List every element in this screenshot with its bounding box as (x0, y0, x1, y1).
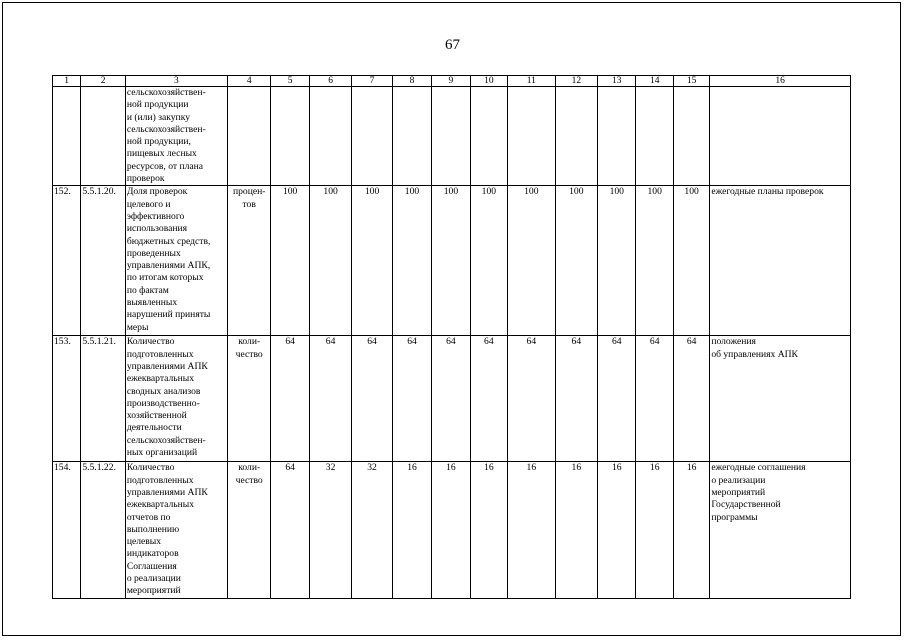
value-cell: 64 (470, 336, 507, 462)
value-cell: 64 (508, 336, 556, 462)
indicator-name-cell: Количество подготовленных управлениями АПК ежеквартальных отчетов по выполнению целевых индикаторов Соглашения о реализации мероприятий (125, 462, 227, 598)
value-cell: 64 (271, 336, 309, 462)
value-cell (470, 87, 507, 186)
header-cell: 11 (508, 76, 556, 87)
value-cell: 100 (598, 186, 636, 336)
indicator-code-cell: 5.5.1.20. (81, 186, 126, 336)
value-cell: 16 (636, 462, 673, 598)
value-cell: 64 (636, 336, 673, 462)
value-cell (636, 87, 673, 186)
header-cell: 15 (673, 76, 709, 87)
source-cell: положения об управлениях АПК (710, 336, 851, 462)
value-cell: 16 (470, 462, 507, 598)
header-cell: 3 (125, 76, 227, 87)
value-cell: 16 (508, 462, 556, 598)
value-cell: 100 (309, 186, 351, 336)
value-cell: 32 (352, 462, 392, 598)
indicator-name-cell: Количество подготовленных управлениями АПК ежеквартальных сводных анализов производственно- хозяйственной деятельности сельскохозяйствен- ных организаций (125, 336, 227, 462)
value-cell: 16 (673, 462, 709, 598)
unit-cell: процен- тов (227, 186, 270, 336)
header-cell: 14 (636, 76, 673, 87)
header-cell: 1 (53, 76, 81, 87)
value-cell: 100 (673, 186, 709, 336)
table-row (53, 462, 851, 598)
indicator-name-cell: Доля проверок целевого и эффективного использования бюджетных средств, проведенных управлениями АПК, по итогам которых по фактам выявленных нарушений приняты меры (125, 186, 227, 336)
source-cell: ежегодные соглашения о реализации мероприятий Государственной программы (710, 462, 851, 598)
value-cell: 100 (432, 186, 470, 336)
header-cell: 8 (392, 76, 431, 87)
source-cell (710, 87, 851, 186)
unit-cell (227, 87, 270, 186)
header-cell: 12 (555, 76, 597, 87)
value-cell: 100 (352, 186, 392, 336)
value-cell (392, 87, 431, 186)
value-cell: 64 (432, 336, 470, 462)
header-cell: 10 (470, 76, 507, 87)
value-cell (673, 87, 709, 186)
value-cell: 100 (392, 186, 431, 336)
header-cell: 6 (309, 76, 351, 87)
header-cell: 7 (352, 76, 392, 87)
value-cell (271, 87, 309, 186)
row-number-cell: 153. (53, 336, 81, 462)
value-cell: 64 (673, 336, 709, 462)
indicators-table (52, 75, 851, 599)
table-row (53, 186, 851, 336)
value-cell: 64 (309, 336, 351, 462)
value-cell: 100 (636, 186, 673, 336)
value-cell: 32 (309, 462, 351, 598)
value-cell (309, 87, 351, 186)
value-cell: 16 (598, 462, 636, 598)
indicator-name-cell: сельскохозяйствен- ной продукции и (или) закупку сельскохозяйствен- ной продукции, пищевых лесных ресурсов, от плана проверок (125, 87, 227, 186)
value-cell: 16 (555, 462, 597, 598)
unit-cell: коли- чество (227, 462, 270, 598)
source-cell: ежегодные планы проверок (710, 186, 851, 336)
header-cell: 4 (227, 76, 270, 87)
value-cell: 100 (271, 186, 309, 336)
value-cell: 64 (555, 336, 597, 462)
row-number-cell (53, 87, 81, 186)
table-body (53, 76, 851, 599)
value-cell: 100 (508, 186, 556, 336)
value-cell: 16 (392, 462, 431, 598)
table-row (53, 87, 851, 186)
indicator-code-cell: 5.5.1.22. (81, 462, 126, 598)
indicator-code-cell: 5.5.1.21. (81, 336, 126, 462)
value-cell: 100 (555, 186, 597, 336)
value-cell: 64 (392, 336, 431, 462)
value-cell (555, 87, 597, 186)
value-cell (508, 87, 556, 186)
row-number-cell: 154. (53, 462, 81, 598)
page-number: 67 (445, 37, 460, 53)
table-row (53, 336, 851, 462)
indicator-code-cell (81, 87, 126, 186)
header-cell: 5 (271, 76, 309, 87)
value-cell: 16 (432, 462, 470, 598)
header-cell: 13 (598, 76, 636, 87)
value-cell: 64 (598, 336, 636, 462)
header-cell: 9 (432, 76, 470, 87)
header-cell: 2 (81, 76, 126, 87)
value-cell (352, 87, 392, 186)
value-cell (598, 87, 636, 186)
unit-cell: коли- чество (227, 336, 270, 462)
row-number-cell: 152. (53, 186, 81, 336)
header-cell: 16 (710, 76, 851, 87)
value-cell (432, 87, 470, 186)
header-row (53, 76, 851, 87)
value-cell: 100 (470, 186, 507, 336)
value-cell: 64 (352, 336, 392, 462)
value-cell: 64 (271, 462, 309, 598)
